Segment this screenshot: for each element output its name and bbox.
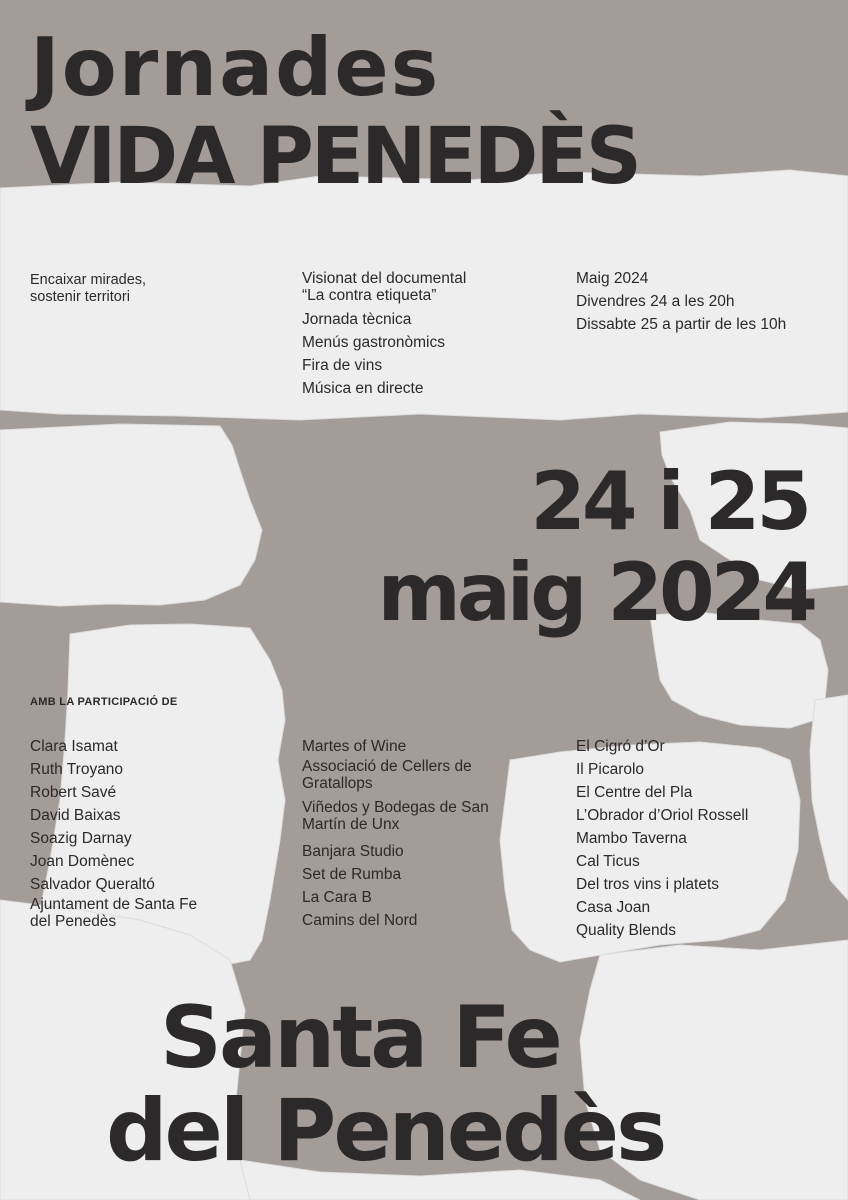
participant: Camins del Nord [302,912,418,929]
participant: Ruth Troyano [30,761,124,778]
participant: Il Picarolo [576,761,645,778]
participant: Martes of Wine [302,738,407,755]
participant: Clara Isamat [30,738,118,755]
participant: Ajuntament de Santa Fe [30,896,198,913]
schedule-saturday: Dissabte 25 a partir de les 10h [576,316,787,333]
program-item: Música en directe [302,380,424,397]
schedule-friday: Divendres 24 a les 20h [576,293,735,310]
schedule-month: Maig 2024 [576,270,649,287]
participants-column-1 [30,735,197,930]
intro-line-2: sostenir territori [30,289,130,305]
participant: Salvador Queraltó [30,876,155,893]
program-item: Visionat del documental [302,270,467,287]
place-line-1: Santa Fe [160,988,560,1088]
participant: Joan Domènec [30,853,135,870]
participant: Quality Blends [576,922,676,939]
participant: Associació de Cellers de [302,758,472,775]
dates-line-1: 24 i 25 [530,455,808,548]
participant: El Centre del Pla [576,784,693,801]
participant: La Cara B [302,889,372,906]
dates-line-2: maig 2024 [377,546,814,639]
participant: David Baixas [30,807,121,824]
intro-line-1: Encaixar mirades, [30,272,147,288]
participant: Martín de Unx [302,816,400,833]
participant: Cal Ticus [576,853,640,870]
participant: del Penedès [30,913,117,930]
schedule [576,267,786,336]
participant: El Cigró d’Or [576,738,665,755]
title-line-1: Jornades [30,21,441,114]
participant: Viñedos y Bodegas de San [302,799,489,816]
participant: Banjara Studio [302,843,404,860]
participation-heading: AMB LA PARTICIPACIÓ DE [30,696,178,708]
participant: Casa Joan [576,899,651,916]
participant: Del tros vins i platets [576,876,719,893]
participant: Soazig Darnay [30,830,132,847]
intro-text [30,272,146,306]
program-item: Fira de vins [302,357,383,374]
participant: Robert Savé [30,784,117,801]
program-list [302,270,466,400]
torn-paper-right-4 [810,695,848,900]
participant: Gratallops [302,775,373,792]
participants-column-2 [302,735,489,932]
title-line-2: VIDA PENEDÈS [30,112,639,202]
program-item: Menús gastronòmics [302,334,446,351]
place-line-2: del Penedès [106,1081,665,1181]
torn-paper-left-1 [0,424,262,606]
program-item: “La contra etiqueta” [302,287,437,304]
participants-column-3 [576,735,748,942]
program-item: Jornada tècnica [302,311,412,328]
participant: L’Obrador d’Oriol Rossell [576,807,749,824]
participant: Mambo Taverna [576,830,687,847]
participant: Set de Rumba [302,866,402,883]
